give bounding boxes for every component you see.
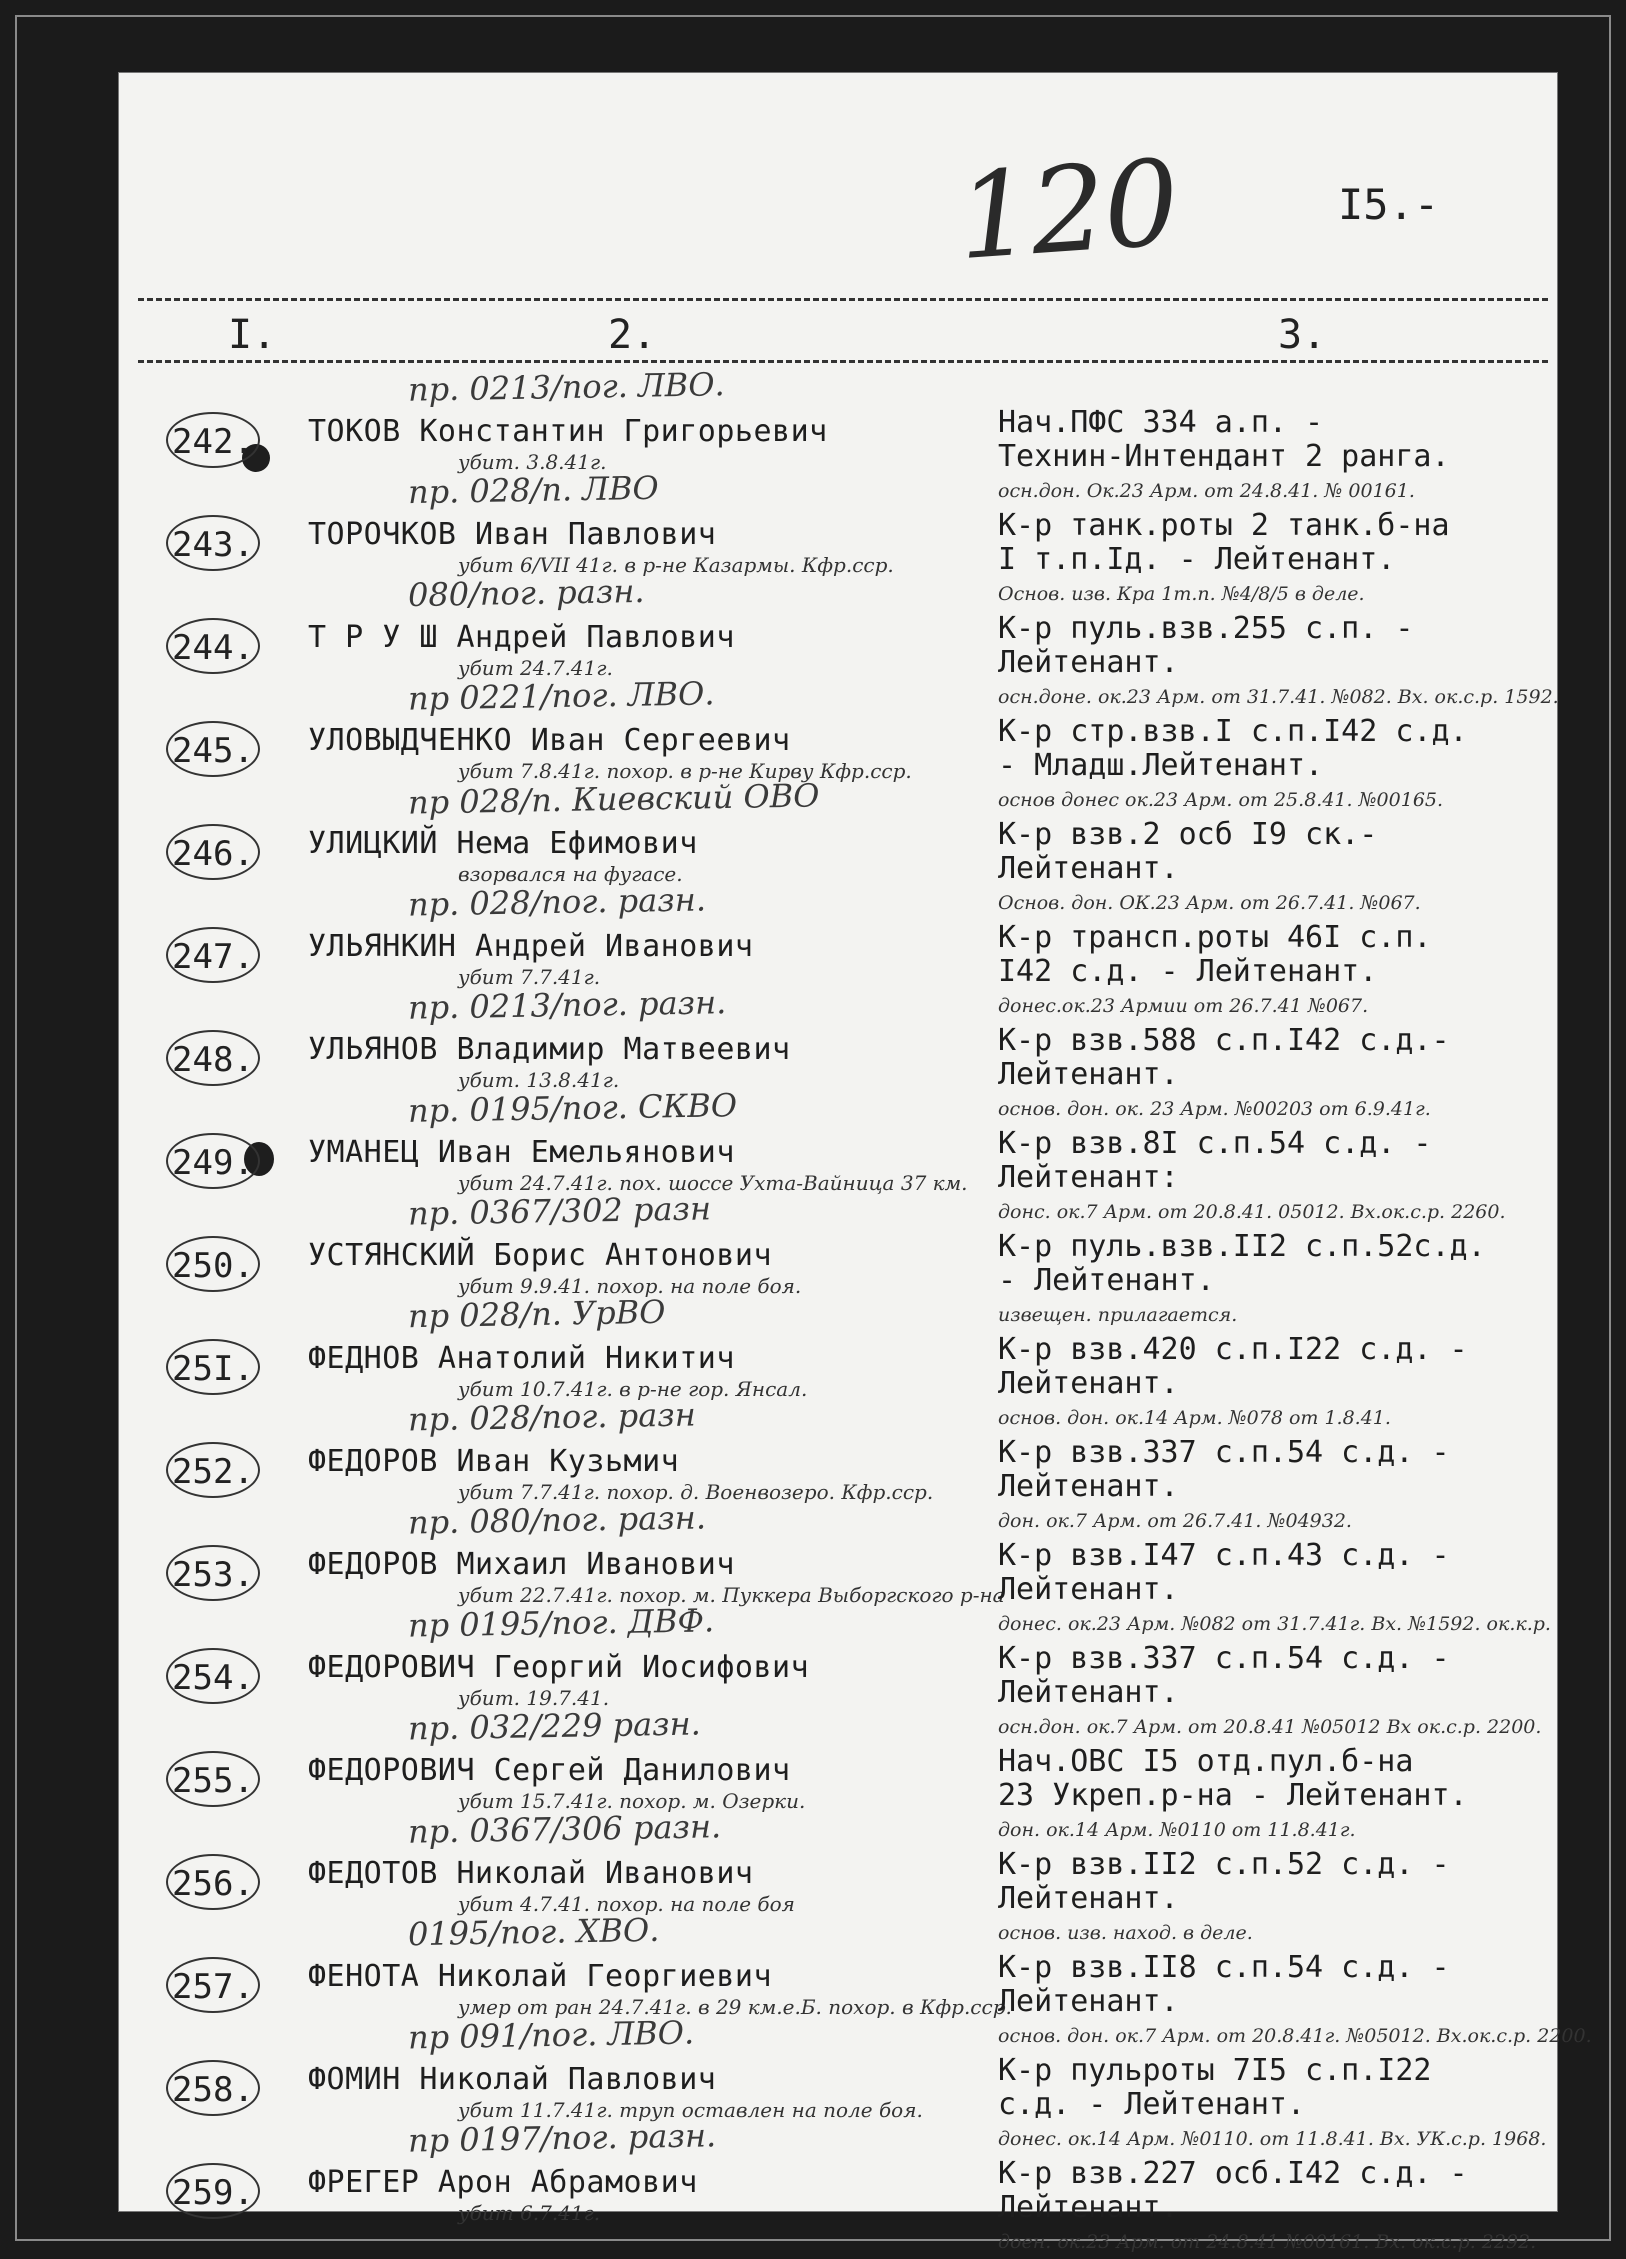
handwritten-fate-note: убит 9.9.41. похор. на поле боя. [458, 1274, 802, 1298]
handwritten-order-note: пр. 0367/306 разн. [407, 1807, 722, 1851]
handwritten-fate-note: убит. 19.7.41. [458, 1686, 610, 1710]
handwritten-order-note: 0195/пог. ХВО. [407, 1910, 660, 1954]
handwritten-fate-note: убит 15.7.41г. похор. м. Озерки. [458, 1789, 806, 1813]
column-header-2: 2. [608, 312, 657, 358]
rank-position [998, 1230, 1538, 1332]
record-number: 255. [166, 1751, 260, 1807]
person-name: УЛЬЯНОВ Владимир Матвеевич [308, 1032, 791, 1067]
rank-line-2: 23 Укреп.р-на - Лейтенант. [998, 1778, 1468, 1813]
rank-line-1: К-р взв.I47 с.п.43 с.д. - [998, 1538, 1450, 1573]
rank-source-note: донес.ок.23 Армии от 26.7.41 №067. [998, 995, 1369, 1017]
rank-source-note: основ донес ок.23 Арм. от 25.8.41. №00165. [998, 789, 1444, 811]
record-number: 257. [166, 1957, 260, 2013]
rank-source-note: основ. дон. ок.14 Арм. №078 от 1.8.41. [998, 1407, 1391, 1429]
rank-line-1: К-р взв.8I с.п.54 с.д. - [998, 1126, 1432, 1161]
handwritten-fate-note: убит 4.7.41. похор. на поле боя [458, 1892, 795, 1916]
record-number: 259. [166, 2163, 260, 2219]
rank-line-2: Лейтенант. [998, 1469, 1179, 1504]
rank-line-1: К-р пульроты 7I5 с.п.I22 [998, 2053, 1432, 2088]
rank-source-note: осн.доне. ок.23 Арм. от 31.7.41. №082. Вх. ок.с.р. 1592. [998, 686, 1559, 708]
handwritten-fate-note: убит 24.7.41г. пох. шоссе Ухта-Вайница 37 км. [458, 1171, 968, 1195]
person-name: ТОКОВ Константин Григорьевич [308, 414, 828, 449]
rank-source-note: осн.дон. Ок.23 Арм. от 24.8.41. № 00161. [998, 480, 1415, 502]
rank-line-1: К-р пуль.взв.II2 с.п.52с.д. [998, 1229, 1486, 1264]
rank-line-2: - Младш.Лейтенант. [998, 748, 1324, 783]
handwritten-fate-note: убит. 3.8.41г. [458, 450, 607, 474]
record-number: 254. [166, 1648, 260, 1704]
record-number: 252. [166, 1442, 260, 1498]
rank-source-note: основ. дон. ок. 23 Арм. №00203 от 6.9.41г. [998, 1098, 1431, 1120]
person-name: УЛЬЯНКИН Андрей Иванович [308, 929, 754, 964]
rank-source-note: Основ. изв. Кра 1т.п. №4/8/5 в деле. [998, 583, 1365, 605]
rank-line-1: Нач.ПФС 334 а.п. - [998, 405, 1324, 440]
person-name: ТОРОЧКОВ Иван Павлович [308, 517, 717, 552]
handwritten-order-note: пр 0221/пог. ЛВО. [407, 674, 715, 718]
rank-line-1: К-р танк.роты 2 танк.б-на [998, 508, 1450, 543]
rank-line-1: Нач.ОВС I5 отд.пул.б-на [998, 1744, 1414, 1779]
record-number: 247. [166, 927, 260, 983]
rank-line-2: Лейтенант. [998, 1572, 1179, 1607]
rank-line-1: К-р взв.420 с.п.I22 с.д. - [998, 1332, 1468, 1367]
handwritten-order-note: пр. 0367/302 разн [407, 1189, 712, 1233]
handwritten-order-note: пр. 0195/пог. СКВО [407, 1086, 738, 1130]
rank-position [998, 2157, 1538, 2259]
rank-position [998, 818, 1538, 920]
rank-source-note: донес. ок.23 Арм. №082 от 31.7.41г. Вх. №1592. ок.к.р. [998, 1613, 1551, 1635]
person-name: УЛИЦКИЙ Нема Ефимович [308, 826, 698, 861]
handwritten-fate-note: убит 7.7.41г. [458, 965, 601, 989]
record-number: 246. [166, 824, 260, 880]
rank-position [998, 611, 1559, 714]
rank-line-1: К-р взв.II8 с.п.54 с.д. - [998, 1950, 1450, 1985]
archive-page-number: 120 [953, 133, 1182, 287]
record-number: 243. [166, 515, 260, 571]
rank-line-2: Лейтенант: [998, 1160, 1179, 1195]
record-number: 250. [166, 1236, 260, 1292]
person-name: ФЕДОРОВ Иван Кузьмич [308, 1444, 680, 1479]
person-name: ФЕДОТОВ Николай Иванович [308, 1856, 754, 1891]
record-row [118, 365, 1558, 502]
rank-position [998, 1127, 1538, 1229]
rank-line-2: Лейтенант. [998, 1675, 1179, 1710]
column-header-3: 3. [1278, 312, 1327, 358]
rank-line-2: - Лейтенант. [998, 1263, 1215, 1298]
rank-line-2: Лейтенант. [998, 1881, 1179, 1916]
record-number: 25I. [166, 1339, 260, 1395]
handwritten-fate-note: убит 6.7.41г. [458, 2201, 601, 2225]
handwritten-fate-note: умер от ран 24.7.41г. в 29 км.е.Б. похор. в Кфр.сср. [458, 1995, 1012, 2019]
handwritten-fate-note: убит 7.8.41г. похор. в р-не Кирву Кфр.сср. [458, 759, 912, 783]
rank-position [998, 2053, 1547, 2156]
record-number: 244. [166, 618, 260, 674]
rank-source-note: осн.дон. ок.7 Арм. от 20.8.41 №05012 Вх ок.с.р. 2200. [998, 1716, 1542, 1738]
page-number: I5.- [1338, 180, 1440, 229]
rank-line-2: Технин-Интендант 2 ранга. [998, 439, 1450, 474]
rank-line-1: К-р стр.взв.I с.п.I42 с.д. [998, 714, 1468, 749]
record-number: 253. [166, 1545, 260, 1601]
rank-source-note: основ. изв. наход. в деле. [998, 1922, 1253, 1944]
rank-line-2: I42 с.д. - Лейтенант. [998, 954, 1378, 989]
rank-source-note: донес. ок.14 Арм. №0110. от 11.8.41. Вх. УК.с.р. 1968. [998, 2128, 1547, 2150]
rank-source-note: донс. ок.7 Арм. от 20.8.41. 05012. Вх.ок.с.р. 2260. [998, 1201, 1506, 1223]
person-name: ФРЕГЕР Арон Абрамович [308, 2165, 698, 2200]
rank-line-1: К-р взв.337 с.п.54 с.д. - [998, 1641, 1450, 1676]
rank-position [998, 1745, 1538, 1847]
rank-line-2: Лейтенант. [998, 1984, 1179, 2019]
header-rule-bottom [138, 360, 1548, 363]
person-name: ФЕНОТА Николай Георгиевич [308, 1959, 773, 1994]
rank-position [998, 509, 1538, 611]
person-name: Т Р У Ш Андрей Павлович [308, 620, 735, 655]
person-name: ФЕДНОВ Анатолий Никитич [308, 1341, 735, 1376]
rank-position [998, 1641, 1542, 1744]
rank-position [998, 921, 1538, 1023]
handwritten-order-note: пр. 028/пог. разн [407, 1395, 697, 1439]
rank-line-2: Лейтенант. [998, 2190, 1179, 2225]
rank-source-note: дон. ок.7 Арм. от 26.7.41. №04932. [998, 1510, 1352, 1532]
header-rule-top [138, 298, 1548, 301]
rank-line-1: К-р взв.II2 с.п.52 с.д. - [998, 1847, 1450, 1882]
person-name: ФЕДОРОВИЧ Георгий Иосифович [308, 1650, 810, 1685]
document-page [118, 72, 1592, 2253]
rank-line-2: с.д. - Лейтенант. [998, 2087, 1306, 2122]
record-number: 249. [166, 1133, 260, 1189]
rank-position [998, 1024, 1538, 1126]
rank-line-2: Лейтенант. [998, 1057, 1179, 1092]
handwritten-fate-note: убит 24.7.41г. [458, 656, 613, 680]
rank-position [998, 715, 1538, 817]
handwritten-order-note: пр. 028/п. ЛВО [407, 468, 660, 512]
handwritten-fate-note: убит 22.7.41г. похор. м. Пуккера Выборгского р-на [458, 1583, 1005, 1607]
rank-line-1: К-р взв.337 с.п.54 с.д. - [998, 1435, 1450, 1470]
record-number: 256. [166, 1854, 260, 1910]
handwritten-order-note: пр. 0213/пог. ЛВО. [407, 365, 725, 409]
handwritten-fate-note: убит 7.7.41г. похор. д. Военвозеро. Кфр.сср. [458, 1480, 934, 1504]
handwritten-order-note: пр 091/пог. ЛВО. [407, 2013, 695, 2057]
rank-position [998, 1538, 1551, 1641]
handwritten-order-note: пр. 0213/пог. разн. [407, 983, 727, 1027]
handwritten-order-note: пр 0197/пог. разн. [407, 2116, 717, 2160]
rank-position [998, 1436, 1538, 1538]
person-name: ФОМИН Николай Павлович [308, 2062, 717, 2097]
rank-position [998, 1950, 1592, 2053]
rank-line-1: К-р пуль.взв.255 с.п. - [998, 611, 1414, 646]
column-header-1: I. [228, 312, 277, 358]
rank-line-2: I т.п.Iд. - Лейтенант. [998, 542, 1396, 577]
handwritten-order-note: 080/пог. разн. [407, 571, 645, 615]
record-number: 258. [166, 2060, 260, 2116]
handwritten-order-note: пр. 028/пог. разн. [407, 880, 707, 924]
rank-source-note: доен. ок.23 Арм. от 24.8.41 №00161. Вх. ок.с.р. 2292. [998, 2231, 1537, 2253]
handwritten-order-note: пр. 080/пог. разн. [407, 1498, 707, 1542]
rank-line-1: К-р взв.588 с.п.I42 с.д.- [998, 1023, 1450, 1058]
rank-source-note: дон. ок.14 Арм. №0110 от 11.8.41г. [998, 1819, 1356, 1841]
person-name: ФЕДОРОВ Михаил Иванович [308, 1547, 735, 1582]
rank-source-note: основ. дон. ок.7 Арм. от 20.8.41г. №05012. Вх.ок.с.р. 2200. [998, 2025, 1592, 2047]
record-number: 248. [166, 1030, 260, 1086]
handwritten-fate-note: убит 6/VII 41г. в р-не Казармы. Кфр.сср. [458, 553, 894, 577]
record-number: 245. [166, 721, 260, 777]
record-number: 242. [166, 412, 260, 468]
rank-line-1: К-р взв.2 осб I9 ск.- [998, 817, 1378, 852]
person-name: УМАНЕЦ Иван Емельянович [308, 1135, 735, 1170]
rank-position [998, 1333, 1538, 1435]
rank-source-note: Основ. дон. ОК.23 Арм. от 26.7.41. №067. [998, 892, 1421, 914]
rank-line-1: К-р трансп.роты 46I с.п. [998, 920, 1432, 955]
rank-line-1: К-р взв.227 осб.I42 с.д. - [998, 2156, 1468, 2191]
person-name: ФЕДОРОВИЧ Сергей Данилович [308, 1753, 791, 1788]
person-name: УСТЯНСКИЙ Борис Антонович [308, 1238, 773, 1273]
handwritten-order-note: пр. 032/229 разн. [407, 1704, 702, 1748]
rank-line-2: Лейтенант. [998, 1366, 1179, 1401]
person-name: УЛОВЫДЧЕНКО Иван Сергеевич [308, 723, 791, 758]
handwritten-fate-note: взорвался на фугасе. [458, 862, 683, 886]
handwritten-order-note: пр 028/п. УрВО [407, 1292, 666, 1336]
rank-source-note: извещен. прилагается. [998, 1304, 1238, 1326]
rank-position [998, 1848, 1538, 1950]
rank-line-2: Лейтенант. [998, 851, 1179, 886]
handwritten-order-note: пр 028/п. Киевский ОВО [407, 776, 820, 822]
rank-line-2: Лейтенант. [998, 645, 1179, 680]
handwritten-fate-note: убит. 13.8.41г. [458, 1068, 620, 1092]
handwritten-fate-note: убит 11.7.41г. труп оставлен на поле боя. [458, 2098, 923, 2122]
rank-position [998, 406, 1538, 508]
handwritten-order-note: пр 0195/пог. ДВФ. [407, 1601, 715, 1645]
handwritten-fate-note: убит 10.7.41г. в р-не гор. Янсал. [458, 1377, 808, 1401]
